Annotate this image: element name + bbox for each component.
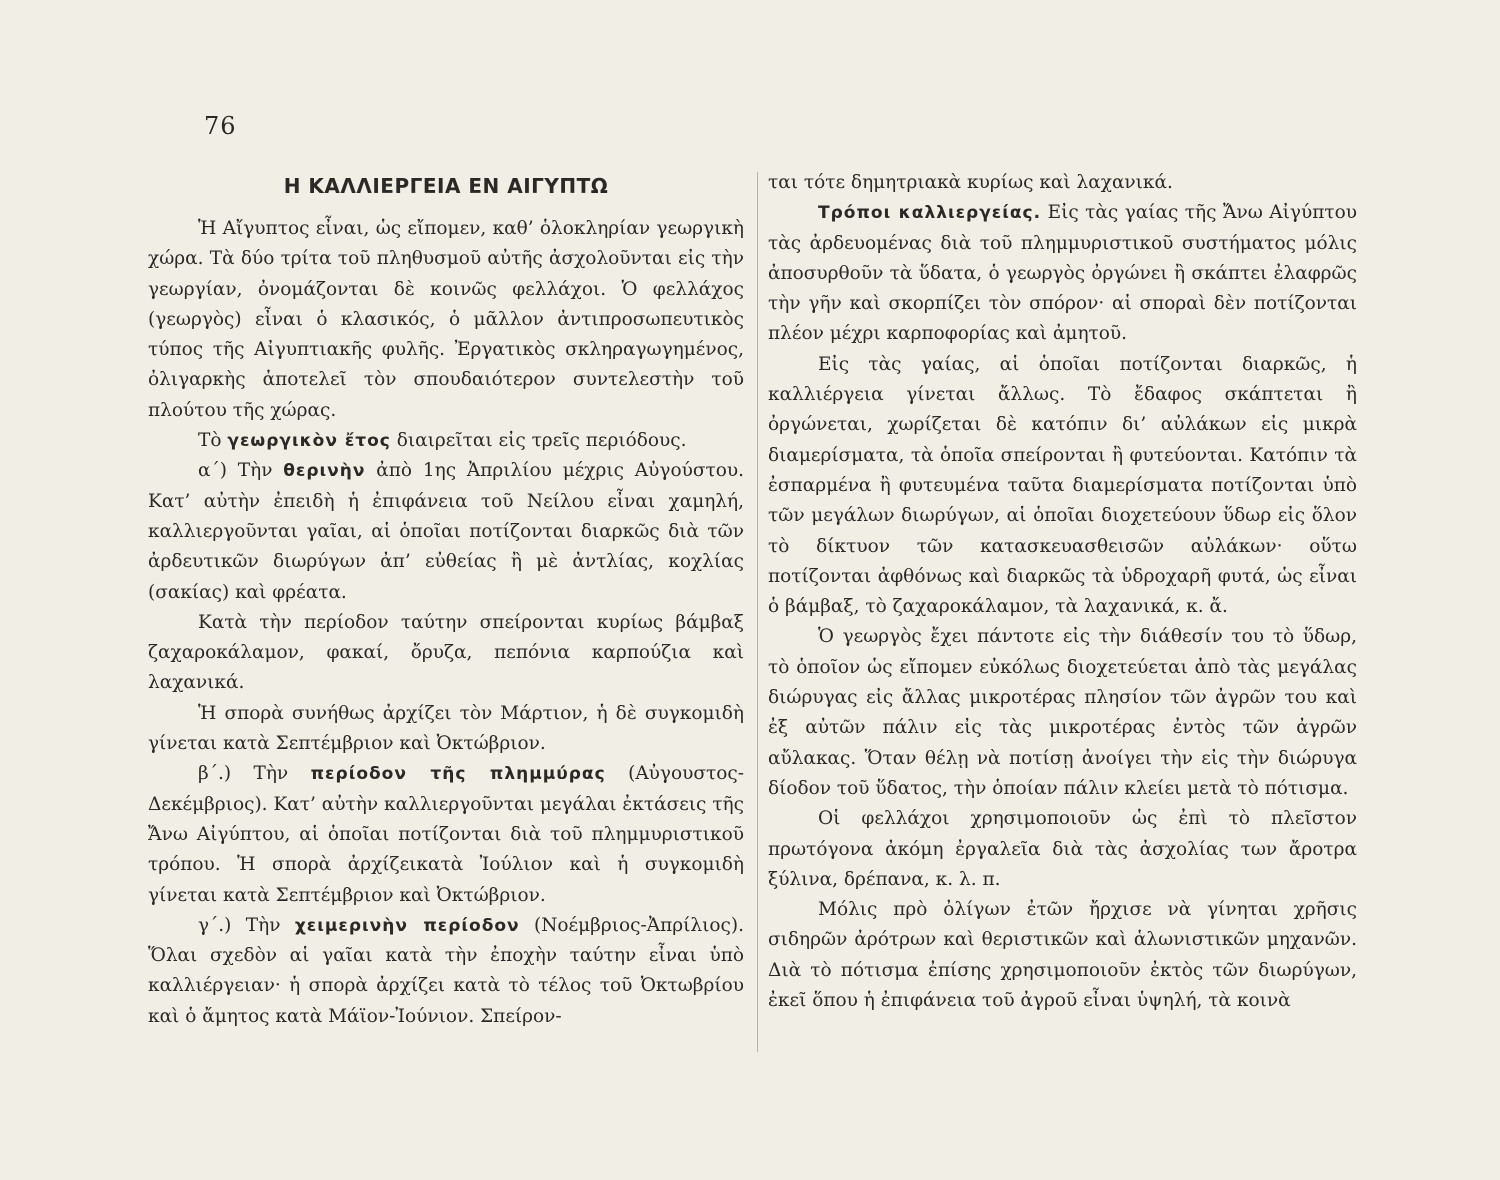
text-segment: Τὸ [198,430,222,452]
bold-term: Τρόποι καλλιεργείας. [818,203,1042,224]
text-segment: Εἰς τὰς γαίας τῆς Ἄνω Αἰγύπτου τὰς ἀρδευομένας διὰ τοῦ πλημμυριστικοῦ συστήματος μόλις ἀποσυρθοῦν τὰ ὕδατα, ὁ γεωργὸς ὀργώνει ἢ σκάπτει ἐλαφρῶς τὴν γῆν καὶ σκορπίζει τὸν σπόρον· αἱ σποραὶ δὲν ποτίζονται πλέον μέχρι καρποφορίας καὶ ἀμητοῦ. [768,202,1357,345]
text-segment: (Νοέμβριος-Ἀπρίλιος). Ὅλαι σχεδὸν αἱ γαῖαι κατὰ τὴν ἐποχὴν ταύτην εἶναι ὑπὸ καλλιέργειαν· ἡ σπορὰ ἀρχίζει κατὰ τὸ τέλος τοῦ Ὀκτωβρίου καὶ ὁ ἄμητος κατὰ Μάϊον-Ἰούνιον. Σπείρον- [148,914,744,1027]
paragraph-flood-period [148,759,744,910]
paragraph-primitive-tools: Οἱ φελλάχοι χρησιμοποιοῦν ὡς ἐπὶ τὸ πλεῖστον πρωτόγονα ἀκόμη ἐργαλεῖα διὰ τὰς ἀσχολίας των ἄροτρα ξύλινα, δρέπανα, κ. λ. π. [768,808,1357,890]
article-title: Η ΚΑΛΛΙΕΡΓΕΙΑ ΕΝ ΑΙΓΥΠΤΩ [283,174,609,198]
text-segment: διαιρεῖται εἰς τρεῖς περιόδους. [396,430,687,452]
paragraph-water-distribution: Ὁ γεωργὸς ἔχει πάντοτε εἰς τὴν διάθεσίν του τὸ ὕδωρ, τὸ ὁποῖον ὡς εἴπομεν εὐκόλως διοχετεύεται ἀπὸ τὰς μεγάλας διώρυγας εἰς ἄλλας μικροτέρας πλησίον τῶν ἀγρῶν του καὶ ἐξ αὐτῶν πάλιν εἰς τὰς μικροτέρας ἐντὸς τῶν ἀγρῶν αὔλακας. Ὅταν θέλῃ νὰ ποτίσῃ ἀνοίγει τὴν εἰς τὴν διώρυγα δίοδον τοῦ ὕδατος, τὴν ὁποίαν πάλιν κλείει μετὰ τὸ πότισμα. [768,626,1357,799]
paragraph-agricultural-year [148,426,744,456]
bold-term: θερινὴν [283,461,366,482]
paragraph-irrigated-lands: Εἰς τὰς γαίας, αἱ ὁποῖαι ποτίζονται διαρκῶς, ἡ καλλιέργεια γίνεται ἄλλως. Τὸ ἔδαφος σκάπτεται ἢ ὀργώνεται, χωρίζεται δὲ κατόπιν δι’ αὐλάκων εἰς μικρὰ διαμερίσματα, τὰ ὁποῖα σπείρονται ἢ φυτεύονται. Κατόπιν τὰ ἐσπαρμένα ἢ φυτευμένα ταῦτα διαμερίσματα ποτίζονται ὑπὸ τῶν μεγάλων διωρύγων, αἱ ὁποῖαι διοχετεύουν ὕδωρ εἰς ὅλον τὸ δίκτυον τῶν κατασκευασθεισῶν αὐλάκων· οὕτω ποτίζονται ἀφθόνως καὶ διαρκῶς τὰ ὑδροχαρῆ φυτά, ὡς εἶναι ὁ βάμβαξ, τὸ ζαχαροκάλαμον, τὰ λαχανικά, κ. ἄ. [768,353,1357,618]
paragraph-summer-period [148,456,744,607]
text-segment: β΄.) Τὴν [198,763,289,785]
text-segment: (Αὐγουστος-Δεκέμβριος). Κατ’ αὐτὴν καλλιεργοῦνται μεγάλαι ἐκτάσεις τῆς Ἄνω Αἰγύπτου, αἱ ὁποῖαι ποτίζονται διὰ τοῦ πλημμυριστικοῦ τρόπου. Ἡ σπορὰ ἀρχίζεικατὰ Ἰούλιον καὶ ἡ συγκομιδὴ γίνεται κατὰ Σεπτέμβριον καὶ Ὀκτώβριον. [148,763,744,906]
paragraph-cultivation-methods [768,198,1357,349]
text-segment: ἀπὸ 1ης Ἀπριλίου μέχρις Αὐγούστου. Κατ’ αὐτὴν ἐπειδὴ ἡ ἐπιφάνεια τοῦ Νείλου εἶναι χαμηλή, καλλιεργοῦνται γαῖαι, αἱ ὁποῖαι ποτίζονται διαρκῶς διὰ τῶν ἀρδευτικῶν διωρύγων ἀπ’ εὐθείας ἢ μὲ ἀντλίας, κοχλίας (σακίας) καὶ φρέατα. [148,460,744,603]
paragraph-winter-period [148,911,744,1032]
paragraph-sowing-harvest: Ἡ σπορὰ συνήθως ἀρχίζει τὸν Μάρτιον, ἡ δὲ συγκομιδὴ γίνεται κατὰ Σεπτέμβριον καὶ Ὀκτώβριον. [148,702,744,755]
left-column [148,168,744,1032]
text-segment: α΄) Τὴν [198,460,273,482]
page-number: 76 [204,112,237,140]
paragraph-continuation: ται τότε δημητριακὰ κυρίως καὶ λαχανικά. [768,172,1173,193]
column-divider [757,172,758,1052]
text-segment: γ΄.) Τὴν [198,914,281,936]
bold-term: γεωργικὸν ἔτος [227,431,391,452]
paragraph-machinery: Μόλις πρὸ ὀλίγων ἐτῶν ἤρχισε νὰ γίνηται χρῆσις σιδηρῶν ἀρότρων καὶ θεριστικῶν καὶ ἁλωνιστικῶν μηχανῶν. Διὰ τὸ πότισμα ἐπίσης χρησιμοποιοῦν ἐκτὸς τῶν διωρύγων, ἐκεῖ ὅπου ἡ ἐπιφάνεια τοῦ ἀγροῦ εἶναι ὑψηλή, τὰ κοινὰ [768,899,1357,1012]
bold-term: χειμερινὴν περίοδον [294,915,520,936]
paragraph-summer-crops: Κατὰ τὴν περίοδον ταύτην σπείρονται κυρίως βάμβαξ ζαχαροκάλαμον, φακαί, ὄρυζα, πεπόνια καρπούζια καὶ λαχανικά. [148,611,744,694]
paragraph-intro: Ἡ Αἴγυπτος εἶναι, ὡς εἴπομεν, καθ’ ὁλοκληρίαν γεωργικὴ χώρα. Τὰ δύο τρίτα τοῦ πληθυσμοῦ αὐτῆς ἀσχολοῦνται εἰς τὴν γεωργίαν, ὀνομάζονται δὲ κοινῶς φελλάχοι. Ὁ φελλάχος (γεωργὸς) εἶναι ὁ κλασικός, ὁ μᾶλλον ἀντιπροσωπευτικὸς τύπος τῆς Αἰγυπτιακῆς φυλῆς. Ἐργατικὸς σκληραγωγημένος, ὀλιγαρκὴς ἀποτελεῖ τὸν σπουδαιότερον συντελεστὴν τοῦ πλούτου τῆς χώρας. [148,218,744,421]
bold-term: περίοδον τῆς πλημμύρας [310,764,606,785]
right-column [768,168,1357,1016]
